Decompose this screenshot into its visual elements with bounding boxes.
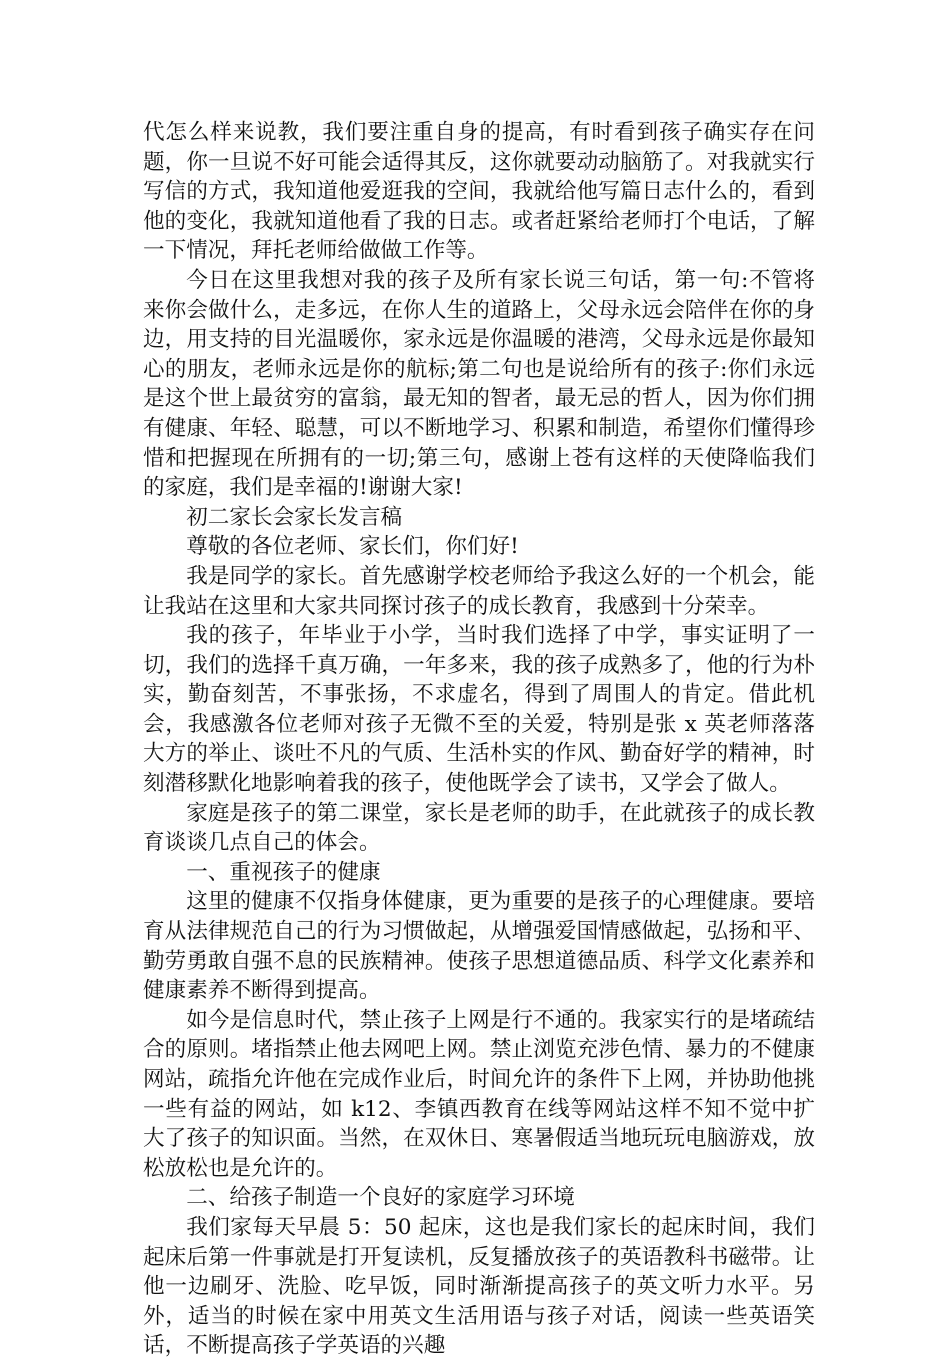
document-page [143, 118, 815, 1361]
section-heading: 一、重视孩子的健康 [186, 859, 381, 885]
paragraph: 我的孩子，年毕业于小学，当时我们选择了中学，事实证明了一切，我们的选择千真万确，一年多来，我的孩子成熟多了，他的行为朴实，勤奋刻苦，不事张扬，不求虚名，得到了周围人的肯定。借此机会，我感激各位老师对孩子无微不至的关爱，特别是张 x 英老师落落大方的举止、谈吐不凡的气质、生活朴实的作风、勤奋好学的精神，时刻潜移默化地影响着我的孩子，使他既学会了读书，又学会了做人。 [143, 623, 815, 797]
document-title: 初二家长会家长发言稿 [186, 504, 403, 530]
paragraph: 今日在这里我想对我的孩子及所有家长说三句话，第一句:不管将来你会做什么，走多远，在你人生的道路上，父母永远会陪伴在你的身边，用支持的目光温暖你，家永远是你温暖的港湾，父母永远是你最知心的朋友，老师永远是你的航标;第二句也是说给所有的孩子:你们永远是这个世上最贫穷的富翁，最无知的智者，最无忌的哲人，因为你们拥有健康、年轻、聪慧，可以不断地学习、积累和制造，希望你们懂得珍惜和把握现在所拥有的一切;第三句，感谢上苍有这样的天使降临我们的家庭，我们是幸福的!谢谢大家! [143, 267, 815, 501]
salutation: 尊敬的各位老师、家长们，你们好! [186, 534, 519, 560]
paragraph: 代怎么样来说教，我们要注重自身的提高，有时看到孩子确实存在问题，你一旦说不好可能会适得其反，这你就要动动脑筋了。对我就实行写信的方式，我知道他爱逛我的空间，我就给他写篇日志什么的，看到他的变化，我就知道他看了我的日志。或者赶紧给老师打个电话，了解一下情况，拜托老师给做做工作等。 [143, 120, 815, 264]
section-heading: 二、给孩子制造一个良好的家庭学习环境 [186, 1185, 575, 1211]
paragraph: 家庭是孩子的第二课堂，家长是老师的助手，在此就孩子的成长教育谈谈几点自己的体会。 [143, 800, 815, 856]
paragraph: 这里的健康不仅指身体健康，更为重要的是孩子的心理健康。要培育从法律规范自己的行为习惯做起，从增强爱国情感做起，弘扬和平、勤劳勇敢自强不息的民族精神。使孩子思想道德品质、科学文化素养和健康素养不断得到提高。 [143, 889, 815, 1004]
paragraph: 我们家每天早晨 5：50 起床，这也是我们家长的起床时间，我们起床后第一件事就是打开复读机，反复播放孩子的英语教科书磁带。让他一边刷牙、洗脸、吃早饭，同时渐渐提高孩子的英文听力水平。另外，适当的时候在家中用英文生活用语与孩子对话，阅读一些英语笑话，不断提高孩子学英语的兴趣 [143, 1214, 815, 1359]
paragraph: 我是同学的家长。首先感谢学校老师给予我这么好的一个机会，能让我站在这里和大家共同探讨孩子的成长教育，我感到十分荣幸。 [143, 563, 815, 619]
paragraph: 如今是信息时代，禁止孩子上网是行不通的。我家实行的是堵疏结合的原则。堵指禁止他去网吧上网。禁止浏览充涉色情、暴力的不健康网站，疏指允许他在完成作业后，时间允许的条件下上网，并协助他挑一些有益的网站，如 k12、李镇西教育在线等网站这样不知不觉中扩大了孩子的知识面。当然，在双休日、寒暑假适当地玩玩电脑游戏，放松放松也是允许的。 [143, 1007, 815, 1181]
